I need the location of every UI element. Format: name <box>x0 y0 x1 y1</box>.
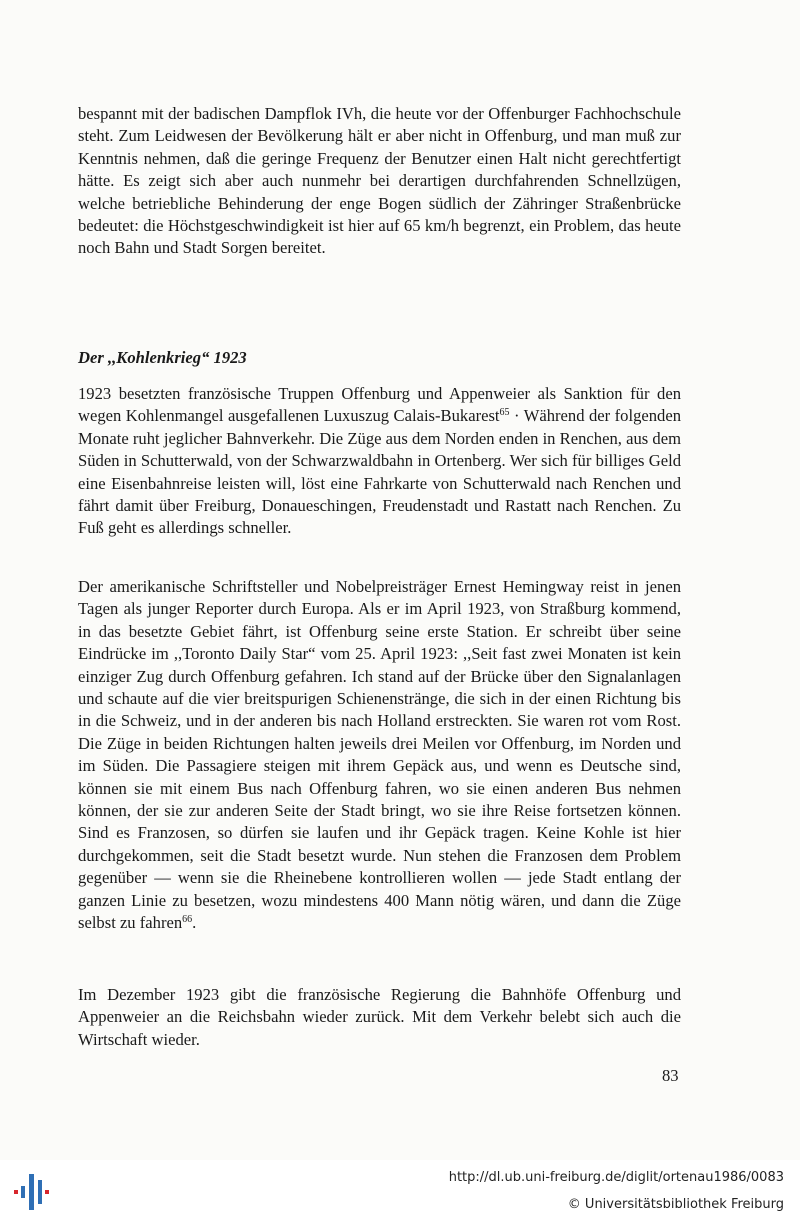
footer-bar <box>0 1160 800 1220</box>
paragraph-text <box>78 576 681 935</box>
paragraph-4 <box>78 984 681 1051</box>
paragraph-body: Der amerikanische Schriftsteller und Nobelpreisträger Ernest Hemingway reist in jenen Tagen als junger Reporter durch Europa. Als er im April 1923, von Straßburg kommend, in das besetzte Gebiet fährt, ist Offenburg seine erste Station. Er schreibt über seine Eindrücke im ,,Toronto Daily Star“ vom 25. April 1923: ,,Seit fast zwei Monaten ist kein einziger Zug durch Offenburg gefahren. Ich stand auf der Brücke über den Signalanlagen und schaute auf die vier breitspurigen Schienenstränge, die sich in der einen Richtung bis in die Schweiz, und in der anderen bis nach Holland erstreckten. Sie waren rot vom Rost. Die Züge in beiden Richtungen halten jeweils drei Meilen vor Offenburg, im Norden und im Süden. Die Passagiere steigen mit ihrem Gepäck aus, und wenn es Deutsche sind, können sie mit einem Bus nach Offenburg fahren, wo sie einen anderen Bus nehmen können, der sie zur anderen Seite der Stadt bringt, wo sie ihre Reise fortsetzen können. Sind es Franzosen, so dürfen sie laufen und ihr Gepäck tragen. Keine Kohle ist hier durchgekommen, seit die Stadt besetzt wurde. Nun stehen die Franzosen dem Problem gegenüber — wenn sie die Rheinebene kontrollieren wollen — jede Stadt entlang der ganzen Linie zu besetzen, wozu mindestens 400 Mann nötig wären, und dann die Züge selbst zu fahren <box>78 577 681 933</box>
page-number: 83 <box>662 1066 679 1085</box>
paragraph-3 <box>78 576 681 935</box>
section-heading: Der ,,Kohlenkrieg“ 1923 <box>78 348 247 367</box>
paragraph-2 <box>78 383 681 540</box>
source-url-link[interactable]: http://dl.ub.uni-freiburg.de/diglit/ortenau1986/0083 <box>448 1170 784 1185</box>
paragraph-text: bespannt mit der badischen Dampflok IVh, die heute vor der Offenburger Fachhochschule steht. Zum Leidwesen der Bevölkerung hält er aber nicht in Offenburg, und man muß zur Kenntnis nehmen, daß die geringe Frequenz der Benutzer einen Halt nicht gerechtfertigt hätte. Es zeigt sich aber auch nunmehr bei derartigen durchfahrenden Schnellzügen, welche betriebliche Behinderung der enge Bogen südlich der Zähringer Straßenbrücke bedeutet: die Höchstgeschwindigkeit ist hier auf 65 km/h begrenzt, ein Problem, das heute noch Bahn und Stadt Sorgen bereitet. <box>78 104 681 258</box>
library-logo-icon <box>12 1172 52 1212</box>
copyright-text: © Universitätsbibliothek Freiburg <box>567 1197 784 1212</box>
paragraph-tail: · Während der folgenden Monate ruht jeglicher Bahnverkehr. Die Züge aus dem Norden enden in Renchen, aus dem Süden in Schutterwald, von der Schwarzwaldbahn in Ortenberg. Wer sich für billiges Geld eine Eisenbahnreise leisten will, löst eine Fahrkarte von Schutterwald nach Renchen und fährt damit über Freiburg, Donaueschingen, Freudenstadt und Rastatt nach Renchen. Zu Fuß geht es allerdings schneller. <box>78 406 681 538</box>
paragraph-text: Im Dezember 1923 gibt die französische Regierung die Bahnhöfe Offenburg und Appenweier an die Reichsbahn wieder zurück. Mit dem Verkehr belebt sich auch die Wirtschaft wieder. <box>78 985 681 1049</box>
paragraph-text <box>78 383 681 540</box>
footnote-ref: 65 <box>499 407 510 419</box>
paragraph-1 <box>78 103 681 260</box>
paragraph-body: 1923 besetzten französische Truppen Offenburg und Appenweier als Sanktion für den wegen Kohlenmangel ausgefallenen Luxuszug Calais-Bukarest <box>78 384 681 426</box>
paragraph-tail: . <box>192 913 197 933</box>
footnote-ref: 66 <box>182 914 193 926</box>
